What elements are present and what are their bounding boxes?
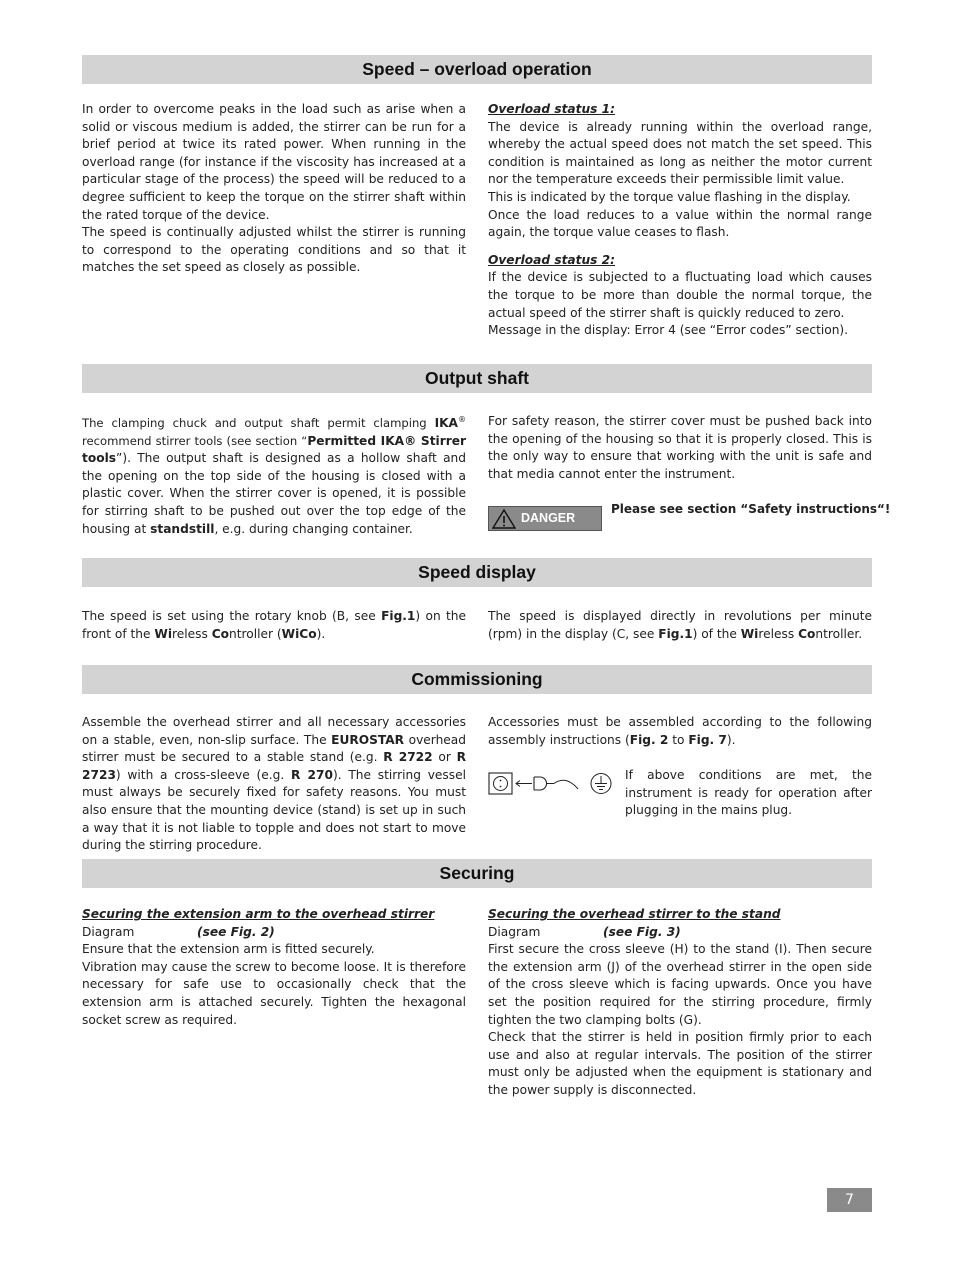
section-header-output-shaft: Output shaft [82, 364, 872, 393]
section-header-speed-overload: Speed – overload operation [82, 55, 872, 84]
socket-icon [489, 773, 512, 794]
paragraph: Message in the display: Error 4 (see “Error codes” section). [488, 323, 849, 338]
paragraph: Check that the stirrer is held in position firmly prior to each use and also at regular intervals. The position of the stirrer must only be adjusted when the equipment is stationary and the power supply is disconnected. [488, 1030, 872, 1097]
commissioning-left-text [82, 714, 466, 855]
ready-note: If above conditions are met, the instrument is ready for operation after plugging in the mains plug. [625, 768, 872, 818]
paragraph: In order to overcome peaks in the load such as arise when a solid or viscous medium is added, the stirrer can be run for a brief period at twice its rated power. When running in the overload range (for instance if the viscosity has increased at a particular stage of the process) the speed will be reduced to a degree sufficient to keep the torque on the stirrer shaft within the rated torque of the device. [82, 102, 466, 222]
speed-overload-left-text [82, 101, 466, 277]
earth-ground-icon [591, 774, 611, 794]
warning-triangle-icon [492, 509, 516, 529]
diagram-reference: Diagram (see Fig. 3) [488, 924, 681, 939]
plug-icon [516, 777, 578, 790]
output-shaft-left-text [82, 411, 466, 538]
securing-stand-heading: Securing the overhead stirrer to the stand [488, 907, 781, 921]
paragraph: Assemble the overhead stirrer and all necessary accessories on a stable, even, non-slip surface. The EUROSTAR overhead stirrer must be secured to a stable stand (e.g. R 2722 or R 2723) with a cross-sleeve (e.g. R 270). The stirring vessel must always be securely fixed for safety reasons. You must also ensure that the mounting device (stand) is set up in such a way that it is not liable to topple and does not start to move during the stirring procedure. [82, 715, 466, 853]
speed-overload-right-text [488, 101, 872, 340]
page-number: 7 [827, 1188, 872, 1212]
section-header-speed-display: Speed display [82, 558, 872, 587]
securing-right-text [488, 906, 872, 1100]
section-header-securing: Securing [82, 859, 872, 888]
paragraph: The speed is continually adjusted whilst the stirrer is running to correspond to the operating conditions and so that it matches the set speed as closely as possible. [82, 225, 466, 275]
output-shaft-right-text [488, 413, 872, 483]
securing-left-text [82, 906, 466, 1029]
paragraph: Vibration may cause the screw to become loose. It is therefore necessary for safe use to occasionally check that the extension arm is attached securely. Tighten the hexagonal socket screw as required. [82, 959, 466, 1027]
mains-connection-symbols [488, 771, 614, 801]
commissioning-right-text [488, 714, 872, 749]
paragraph: The device is already running within the overload range, whereby the actual speed does not match the set speed. This condition is maintained as long as neither the motor current nor the temperature exceeds their permissible limit value. [488, 119, 872, 187]
overload-status-2-heading: Overload status 2: [488, 252, 615, 267]
speed-display-left-text [82, 608, 466, 643]
diagram-reference: Diagram (see Fig. 2) [82, 924, 275, 939]
paragraph: The speed is displayed directly in revolutions per minute (rpm) in the display (C, see Fig.1) of the Wireless Controller. [488, 609, 872, 641]
paragraph: The speed is set using the rotary knob (B, see Fig.1) on the front of the Wireless Controller (WiCo). [82, 609, 467, 641]
paragraph: This is indicated by the torque value flashing in the display. [488, 189, 851, 204]
danger-badge [488, 506, 602, 531]
paragraph: First secure the cross sleeve (H) to the stand (I). Then secure the extension arm (J) of the overhead stirrer in the open side of the cross sleeve which is facing upwards. Once you have set the position required for the stirring procedure, firmly tighten the two clamping bolts (G). [488, 942, 872, 1027]
danger-note: Please see section “Safety instructions“! [611, 502, 891, 516]
paragraph: For safety reason, the stirrer cover must be pushed back into the opening of the housing so that it is properly closed. This is the only way to ensure that working with the unit is safe and that media cannot enter the instrument. [488, 414, 872, 481]
paragraph: Once the load reduces to a value within the normal range again, the torque value ceases to flash. [488, 207, 872, 240]
paragraph: Ensure that the extension arm is fitted securely. [82, 942, 375, 957]
section-header-commissioning: Commissioning [82, 665, 872, 694]
speed-display-right-text [488, 608, 872, 643]
paragraph: The clamping chuck and output shaft permit clamping IKA® recommend stirrer tools (see section “Permitted IKA® Stirrer tools”). The output shaft is designed as a hollow shaft and the opening on the top side of the housing is closed with a plastic cover. When the stirrer cover is opened, it is possible for stirring shaft to be pushed out over the top edge of the housing at standstill, e.g. during changing container. [82, 415, 466, 536]
securing-extension-arm-heading: Securing the extension arm to the overhead stirrer [82, 907, 435, 921]
overload-status-1-heading: Overload status 1: [488, 102, 615, 116]
paragraph: If the device is subjected to a fluctuating load which causes the torque to be more than double the normal torque, the actual speed of the stirrer shaft is quickly reduced to zero. [488, 270, 872, 320]
danger-label: DANGER [521, 511, 576, 525]
paragraph: Accessories must be assembled according to the following assembly instructions (Fig. 2 to Fig. 7). [488, 715, 872, 747]
